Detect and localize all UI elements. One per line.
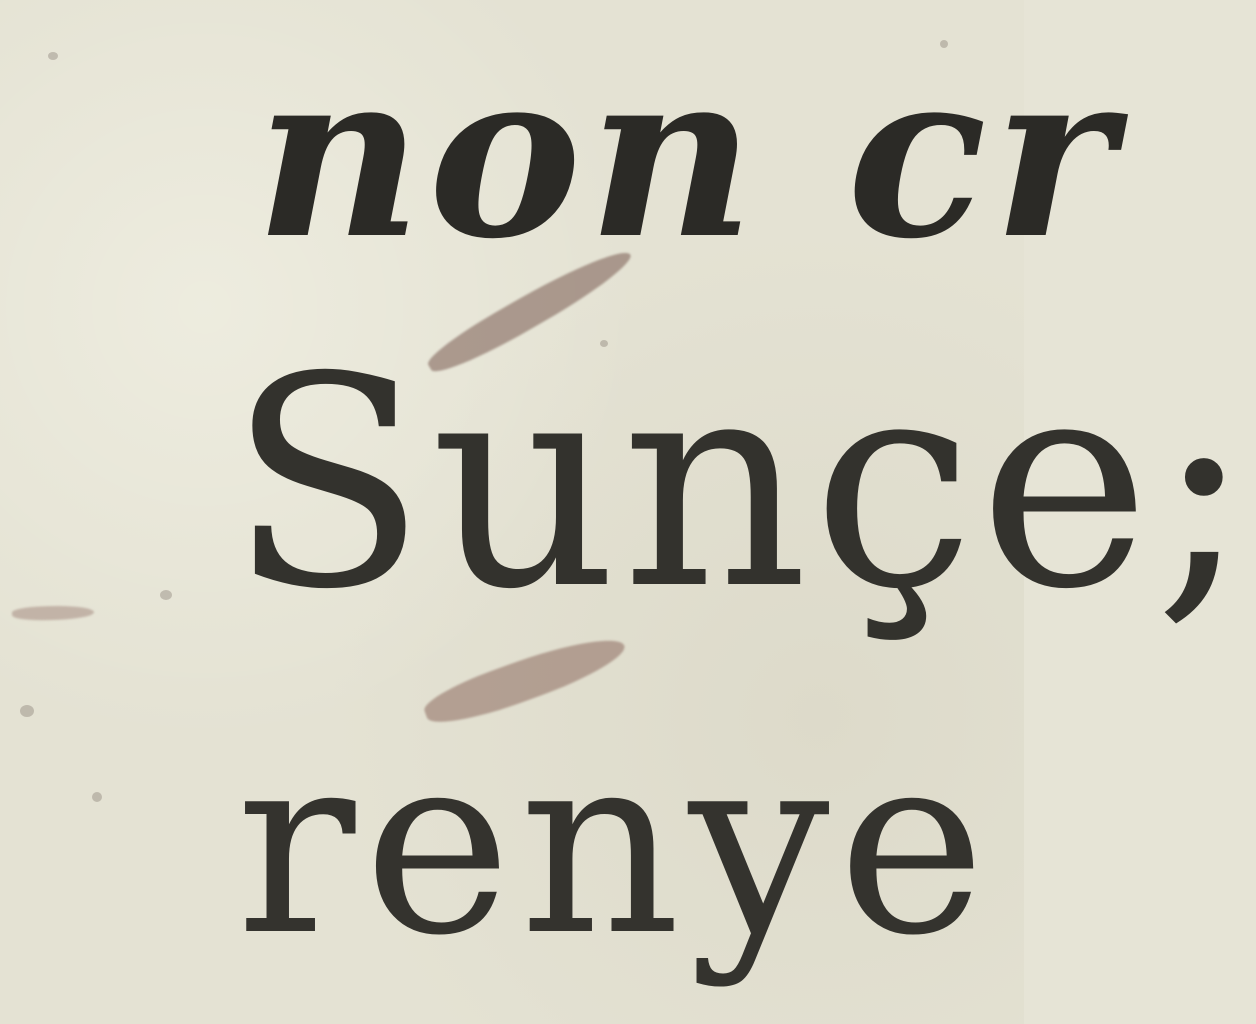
text-line-2: Sunçe; bbox=[228, 316, 1256, 653]
paper-speck bbox=[20, 705, 34, 717]
text-line-3: renye bbox=[236, 699, 994, 990]
paper-speck bbox=[160, 590, 172, 600]
paper-speck bbox=[92, 792, 102, 802]
ink-smudge bbox=[12, 605, 94, 622]
paper-speck bbox=[48, 52, 58, 60]
text-line-1: non cr bbox=[255, 20, 1121, 290]
